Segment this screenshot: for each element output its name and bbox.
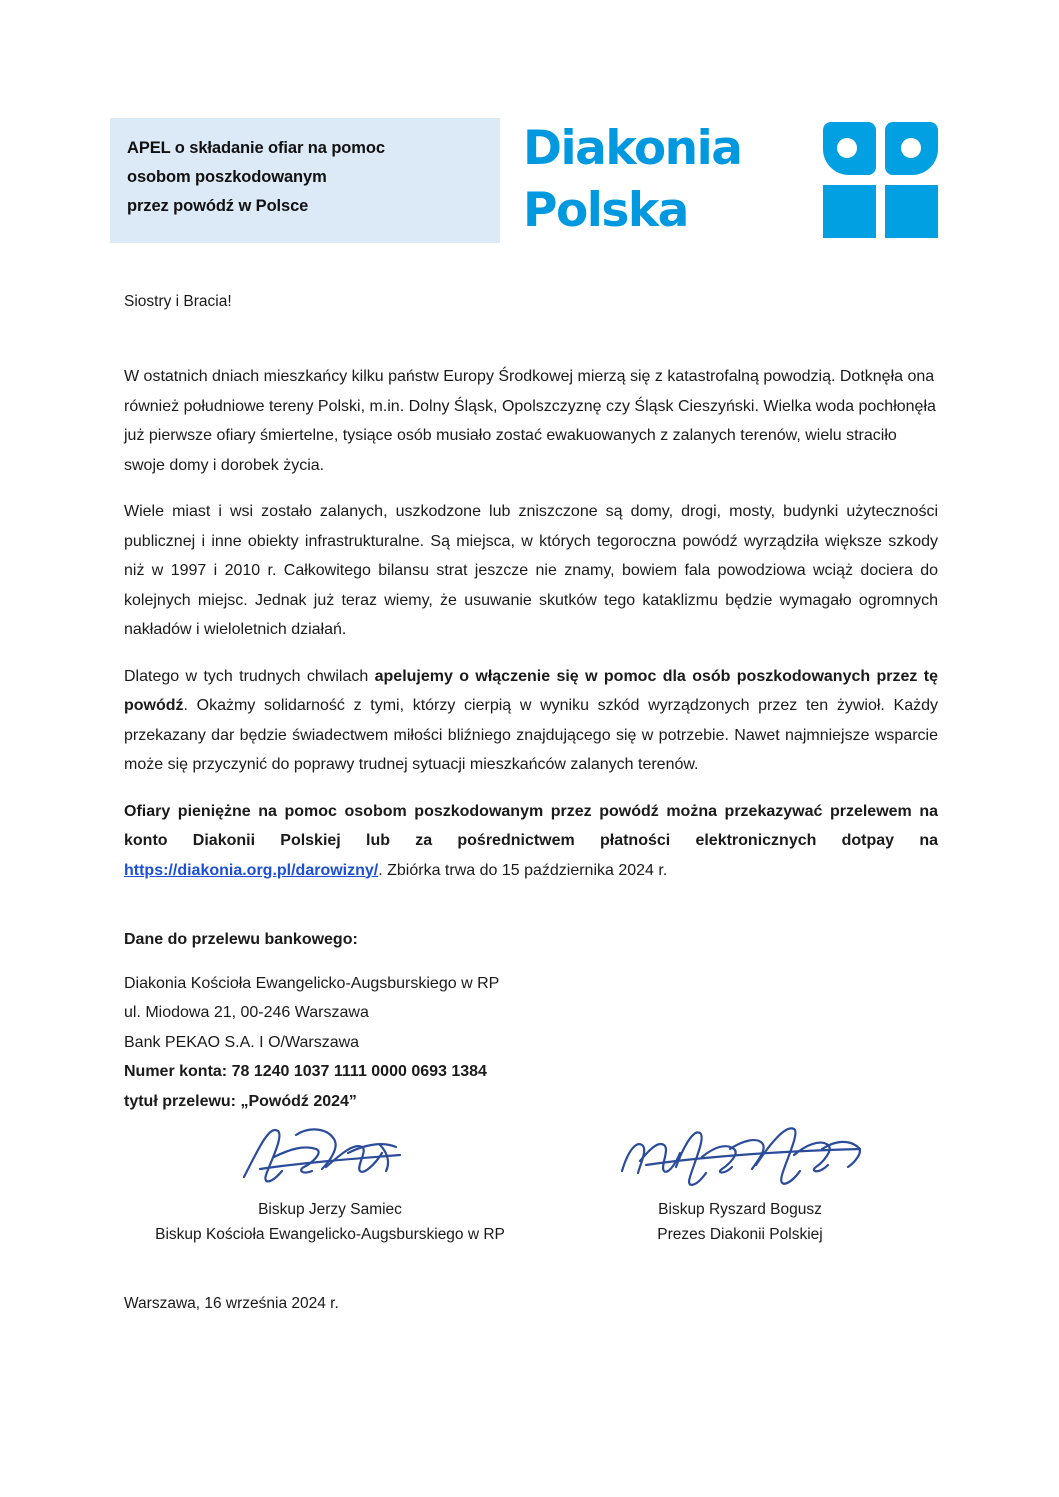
bank-line-account-number: Numer konta: 78 1240 1037 1111 0000 0693 1384 bbox=[124, 1063, 487, 1080]
paragraph-3-tail: . Okażmy solidarność z tymi, którzy cierpią w wyniku szkód wyrządzonych przez ten żywioł. Każdy przekazany dar będzie świadectwem miłości bliźniego znajdującego się w potrzebie. Nawet najmniejsze wsparcie może się przyczynić do poprawy trudnej sytuacji mieszkańców zalanych terenów. bbox=[124, 697, 938, 773]
bank-details-heading: Dane do przelewu bankowego: bbox=[124, 931, 358, 948]
donation-deadline: . Zbiórka trwa do 15 października 2024 r. bbox=[378, 861, 668, 879]
donation-link[interactable]: https://diakonia.org.pl/darowizny/ bbox=[124, 861, 379, 879]
document-header bbox=[0, 0, 1059, 265]
logo-wordmark bbox=[523, 118, 741, 242]
appeal-title-line-3: przez powódź w Polsce bbox=[127, 197, 309, 215]
bank-line-transfer-title: tytuł przelewu: „Powódź 2024” bbox=[124, 1092, 357, 1110]
signature-image-jerzy-samiec bbox=[120, 1105, 540, 1197]
letter-body bbox=[124, 290, 938, 1116]
place-and-date: Warszawa, 16 września 2024 r. bbox=[124, 1295, 339, 1312]
signature-name-right-1: Biskup Ryszard Bogusz bbox=[658, 1201, 822, 1218]
paragraph-3-emphasis: apelujemy o włączenie się w pomoc dla osób poszkodowanych przez tę powódź bbox=[124, 667, 938, 714]
diakonia-polska-logo bbox=[523, 118, 943, 243]
bank-line-org: Diakonia Kościoła Ewangelicko-Augsburskiego w RP bbox=[124, 974, 500, 992]
donation-instructions: Ofiary pieniężne na pomoc osobom poszkodowanym przez powódź można przekazywać przelewem na konto Diakonii Polskiej lub za pośrednictwem płatności elektronicznych dotpay na bbox=[124, 802, 938, 849]
bank-line-address: ul. Miodowa 21, 00-246 Warszawa bbox=[124, 1004, 369, 1021]
signature-name-left-1: Biskup Jerzy Samiec bbox=[258, 1201, 402, 1218]
signature-block-left bbox=[120, 1105, 540, 1247]
appeal-title-line-1: APEL o składanie ofiar na pomoc bbox=[127, 139, 385, 157]
logo-squares-icon bbox=[823, 122, 943, 240]
appeal-title-box bbox=[110, 118, 500, 243]
signature-image-ryszard-bogusz bbox=[530, 1105, 950, 1197]
signature-name-left-2: Biskup Kościoła Ewangelicko-Augsburskiego w RP bbox=[155, 1226, 505, 1243]
paragraph-4 bbox=[124, 797, 938, 886]
logo-text-line-1: Diakonia bbox=[523, 121, 742, 176]
paragraph-2: Wiele miast i wsi zostało zalanych, uszkodzone lub zniszczone są domy, drogi, mosty, budynki użyteczności publicznej i inne obiekty infrastrukturalne. Są miejsca, w których tegoroczna powódź wyrządziła większe szkody niż w 1997 i 2010 r. Całkowitego bilansu strat jeszcze nie znamy, bowiem fala powodziowa wciąż dociera do kolejnych miejsc. Jednak już teraz wiemy, że usuwanie skutków tego kataklizmu będzie wymagało ogromnych nakładów i wieloletnich działań. bbox=[124, 503, 938, 638]
appeal-title-line-2: osobom poszkodowanym bbox=[127, 168, 327, 186]
signature-block-right bbox=[530, 1105, 950, 1247]
signature-name-right-2: Prezes Diakonii Polskiej bbox=[657, 1226, 823, 1243]
paragraph-3 bbox=[124, 662, 938, 780]
paragraph-3-lead: Dlatego w tych trudnych chwilach bbox=[124, 667, 375, 685]
salutation: Siostry i Bracia! bbox=[124, 293, 232, 310]
bank-line-bank: Bank PEKAO S.A. I O/Warszawa bbox=[124, 1033, 360, 1051]
logo-text-line-2: Polska bbox=[523, 183, 688, 238]
signatures-area bbox=[110, 1105, 960, 1280]
bank-details-list bbox=[124, 969, 938, 1117]
paragraph-1: W ostatnich dniach mieszkańcy kilku państw Europy Środkowej mierzą się z katastrofalną powodzią. Dotknęła ona również południowe tereny Polski, m.in. Dolny Śląsk, Opolszczyznę czy Śląsk Cieszyński. Wielka woda pochłonęła już pierwsze ofiary śmiertelne, tysiące osób musiało zostać ewakuowanych z zalanych terenów, wielu straciło swoje domy i dorobek życia. bbox=[124, 368, 936, 474]
